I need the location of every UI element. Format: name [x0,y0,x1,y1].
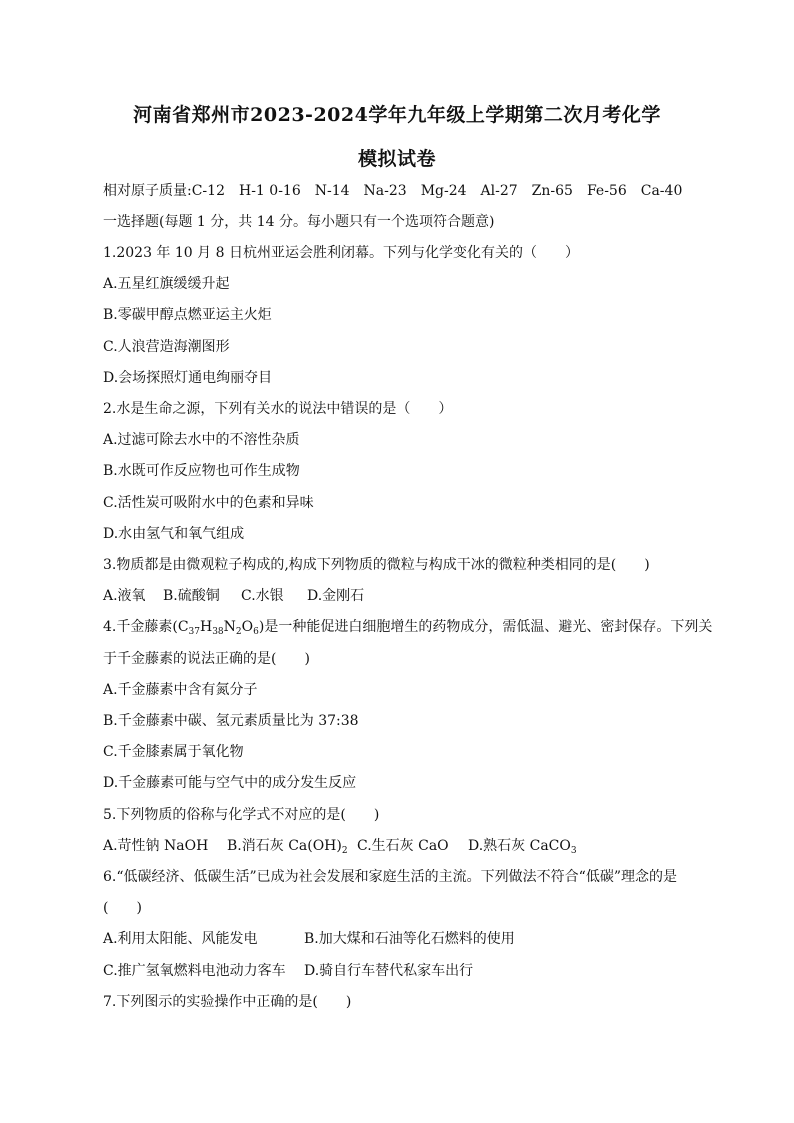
q1-option-c: C.人浪营造海潮图形 [103,339,230,355]
q4-o: O [241,619,254,635]
q6-option-b: B.加大煤和石油等化石燃料的使用 [304,931,515,947]
q5-stem: 5.下列物质的俗称与化学式不对应的是( ) [103,807,380,823]
atomic-mass-al: Al-27 [480,183,518,199]
q2-stem: 2.水是生命之源，下列有关水的说法中错误的是（ ） [103,401,453,417]
atomic-mass-n: N-14 [314,183,350,199]
q7-stem: 7.下列图示的实验操作中正确的是( ) [103,994,352,1010]
q4-option-c: C.千金膝素属于氧化物 [103,744,244,760]
q4-h: H [199,619,213,635]
atomic-mass-zn: Zn-65 [531,183,573,199]
q3-stem: 3.物质都是由微观粒子构成的,构成下列物质的微粒与构成干冰的微粒种类相同的是( ) [103,557,650,573]
q4-sub-o: 6 [253,627,259,637]
q5-option-c: C.生石灰 CaO [357,838,449,854]
atomic-mass-fe: Fe-56 [586,183,627,199]
q4-stem-pre: 4.千金藤素(C [103,619,189,635]
q6-options-row1 [103,930,515,948]
q2-option-d: D.水由氢气和氧气组成 [103,526,245,542]
q4-option-a: A.千金藤素中含有氮分子 [103,682,258,698]
exam-title: 河南省郑州市2023-2024学年九年级上学期第二次月考化学 [133,104,661,126]
atomic-mass-na: Na-23 [363,183,407,199]
atomic-mass-h-o: H-1 0-16 [238,183,301,199]
q1-option-a: A.五星红旗缓缓升起 [103,276,230,292]
q4-sub-h: 38 [212,627,224,637]
q5-option-b-text: B.消石灰 Ca(OH) [227,838,342,854]
section-heading: 一选择题(每题 1 分，共 14 分。每小题只有一个选项符合题意) [103,214,495,230]
q2-option-c: C.活性炭可吸附水中的色素和异味 [103,495,314,511]
q6-option-c: C.推广氢氧燃料电池动力客车 [103,963,286,979]
q4-stem-post: )是一种能促进白细胞增生的药物成分，需低温、避光、密封保存。下列关 [258,619,713,635]
q6-option-a: A.利用太阳能、风能发电 [103,931,258,947]
q4-stem [103,618,712,636]
q3-options [103,587,364,605]
q1-option-d: D.会场探照灯通电绚丽夺目 [103,370,273,386]
q4-n: N [223,619,236,635]
q6-stem: 6.“低碳经济、低碳生活”已成为社会发展和家庭生活的主流。下列做法不符合“低碳”理念的是 [103,869,677,885]
atomic-mass-ca: Ca-40 [640,183,683,199]
q3-option-c: C.水银 [241,588,284,604]
q4-sub-c: 37 [188,627,200,637]
q2-option-a: A.过滤可除去水中的不溶性杂质 [103,432,300,448]
q2-option-b: B.水既可作反应物也可作生成物 [103,463,300,479]
q3-option-a: A.液氧 [103,588,146,604]
q5-options [103,837,577,855]
q4-option-d: D.千金藤素可能与空气中的成分发生反应 [103,775,357,791]
q5-option-d-text: D.熟石灰 CaCO [468,838,571,854]
q5-option-a: A.苛性钠 NaOH [103,838,209,854]
atomic-mass-mg: Mg-24 [420,183,467,199]
q6-options-row2 [103,962,473,980]
q4-option-b: B.千金藤素中碳、氢元素质量比为 37:38 [103,713,359,729]
q5-option-d: D.熟石灰 CaCO3 [468,838,577,856]
atomic-mass-c: C-12 [191,183,225,199]
q5-option-b: B.消石灰 Ca(OH)2 [227,838,348,856]
atomic-mass-prefix: 相对原子质量: [103,183,192,199]
exam-subtitle: 模拟试卷 [357,148,436,170]
q3-option-b: B.硫酸铜 [163,588,220,604]
q1-stem: 1.2023 年 10 月 8 日杭州亚运会胜利闭幕。下列与化学变化有关的（ ） [103,245,579,261]
q4-stem-line2: 于千金藤素的说法正确的是( ) [103,651,310,667]
q6-option-d: D.骑自行车替代私家车出行 [304,963,474,979]
q3-option-d: D.金刚石 [307,588,365,604]
q4-sub-n: 2 [235,627,242,637]
atomic-mass-line [103,182,682,200]
q6-stem-line2: ( ) [103,900,142,916]
q1-option-b: B.零碳甲醇点燃亚运主火炬 [103,307,272,323]
